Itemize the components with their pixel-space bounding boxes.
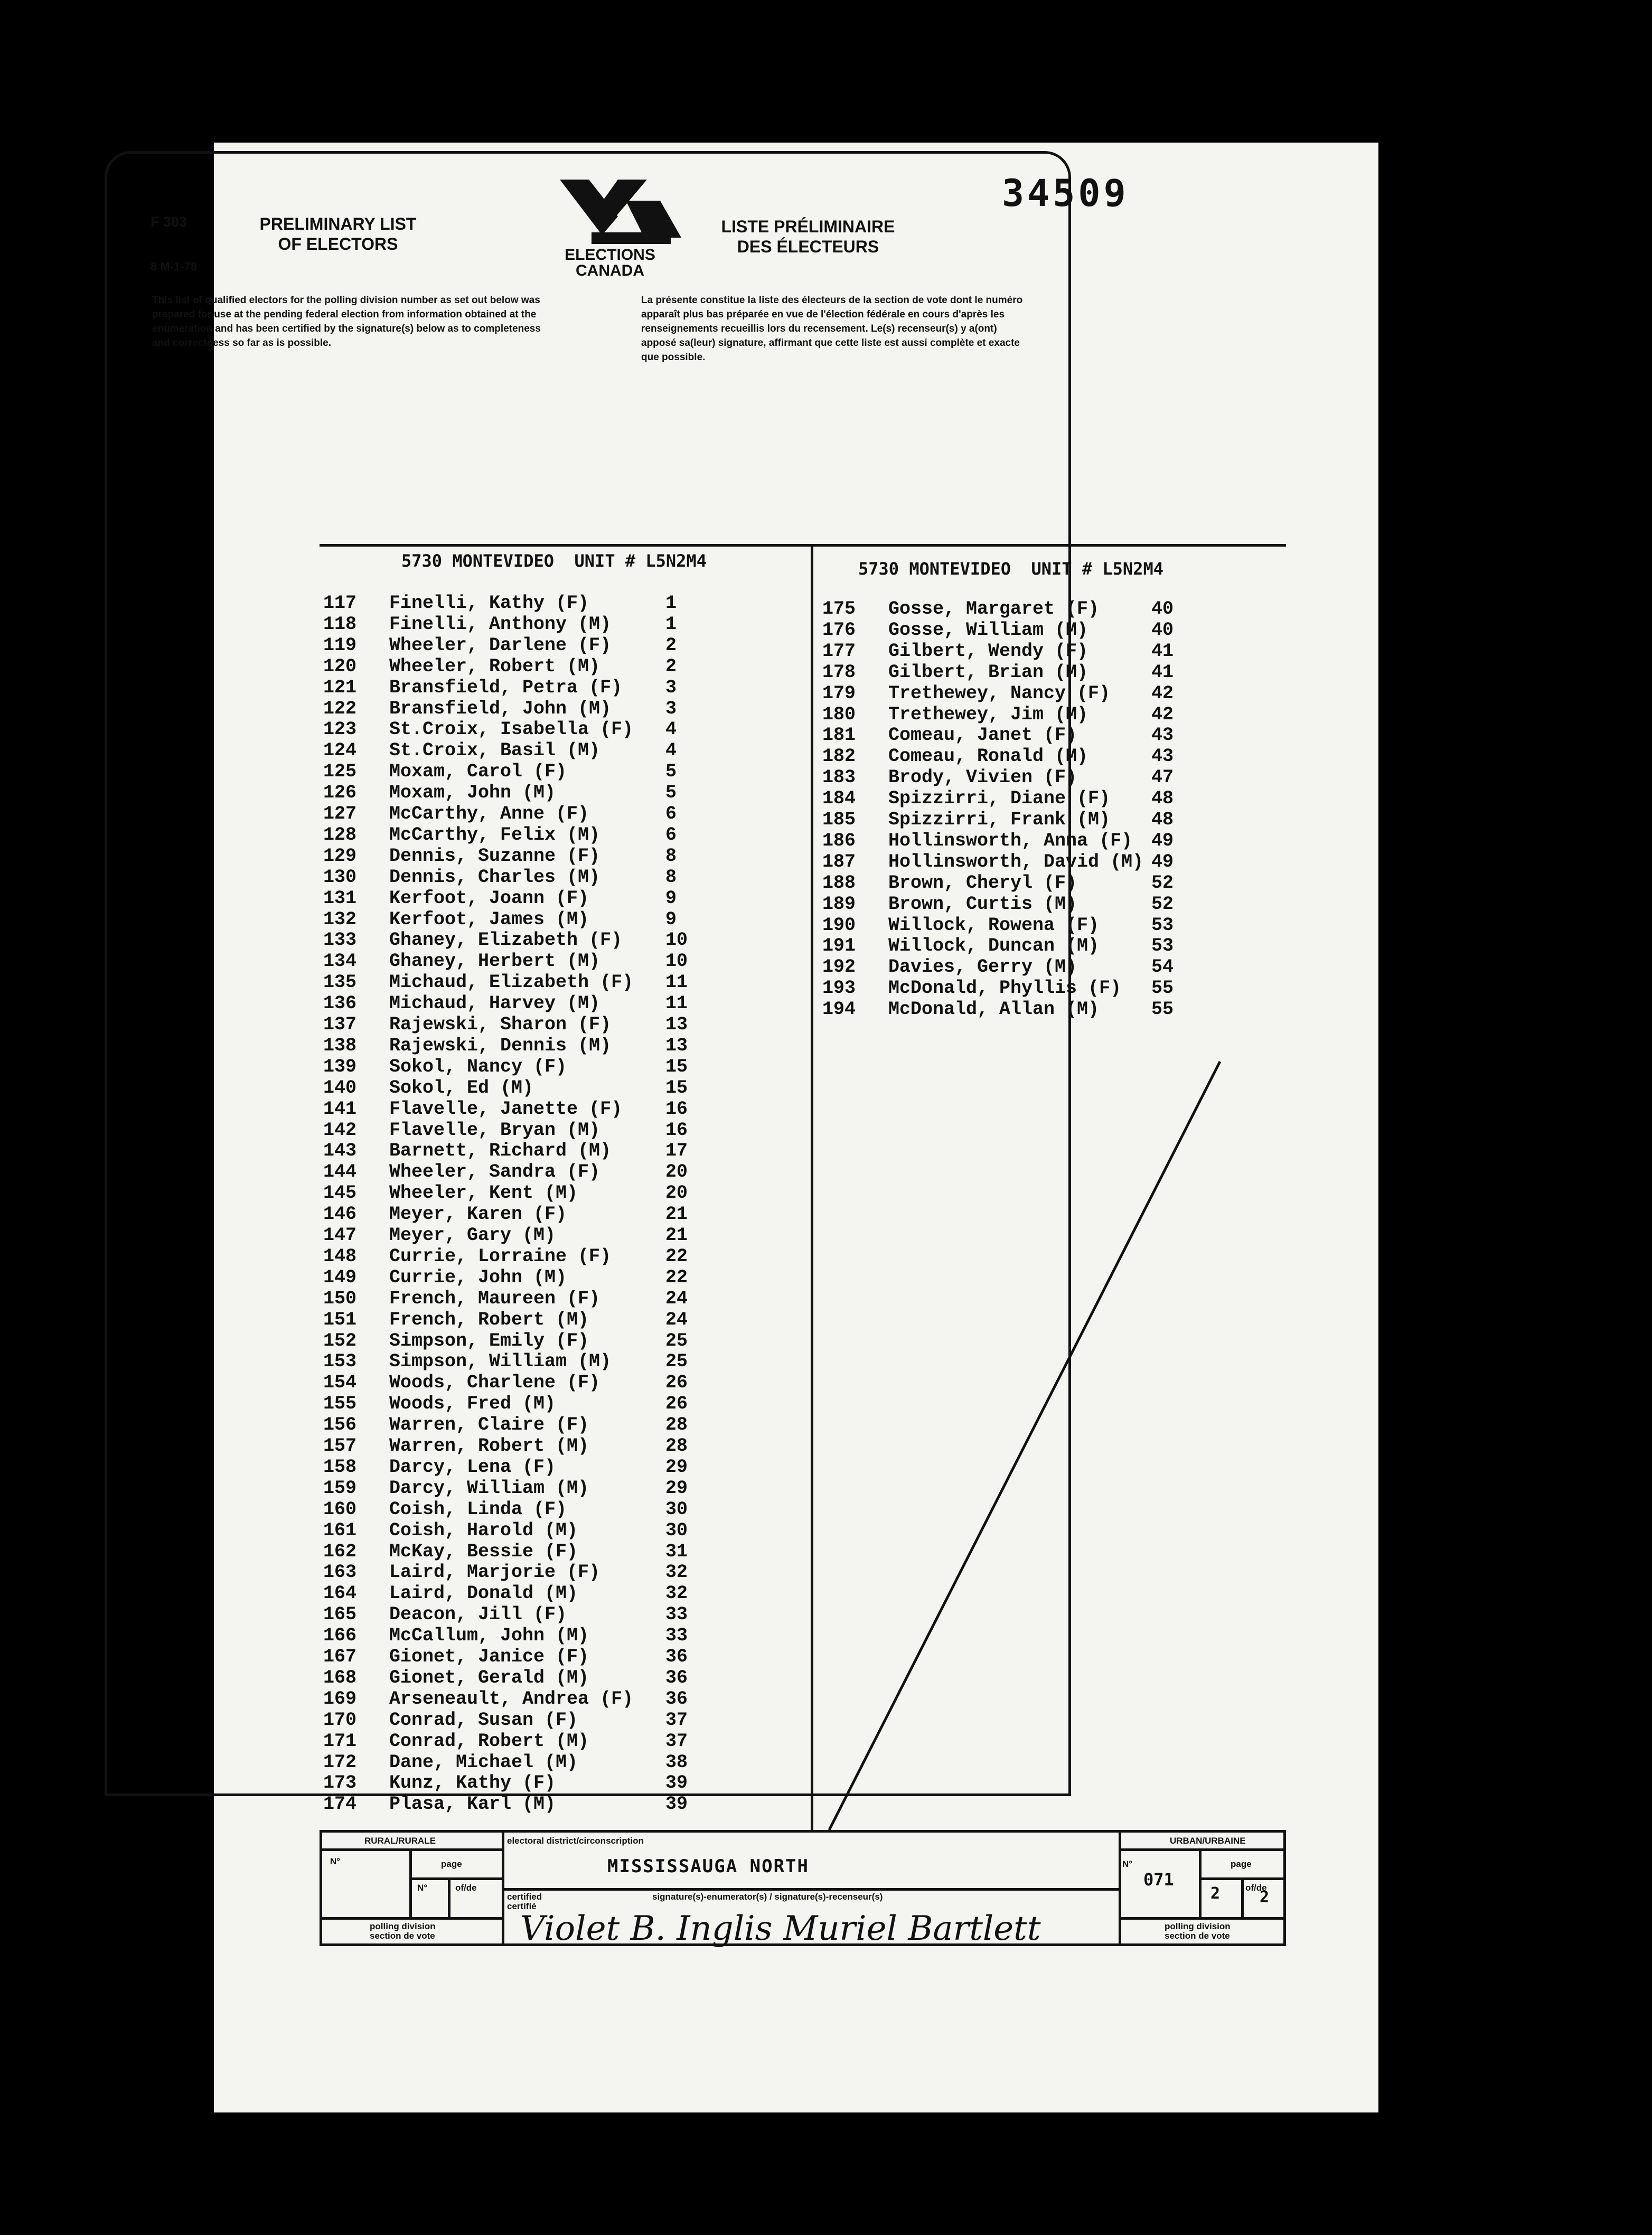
elector-number: 174 bbox=[323, 1793, 357, 1815]
elector-name: Conrad, Susan (F) bbox=[389, 1709, 578, 1731]
elector-household: 11 bbox=[665, 972, 688, 993]
elector-household: 49 bbox=[1151, 851, 1174, 872]
elector-name: Coish, Linda (F) bbox=[389, 1498, 567, 1520]
elector-household: 29 bbox=[665, 1477, 688, 1499]
elector-number: 147 bbox=[323, 1225, 357, 1246]
elector-name: Davies, Gerry (M) bbox=[888, 956, 1077, 978]
title-french: LISTE PRÉLIMINAIRE DES ÉLECTEURS bbox=[721, 217, 895, 256]
urban-number-label: N° bbox=[1122, 1859, 1133, 1869]
elector-number: 188 bbox=[822, 872, 856, 894]
elector-name: Dennis, Suzanne (F) bbox=[389, 845, 600, 867]
elector-number: 134 bbox=[323, 951, 357, 972]
elector-name: Willock, Rowena (F) bbox=[888, 914, 1100, 936]
elector-household: 26 bbox=[665, 1393, 688, 1415]
elector-household: 53 bbox=[1151, 914, 1174, 936]
rural-number-label: N° bbox=[330, 1856, 341, 1866]
elector-number: 119 bbox=[323, 634, 357, 656]
elector-number: 194 bbox=[822, 999, 856, 1020]
elector-number: 132 bbox=[323, 908, 357, 930]
svg-text:ELECTIONS: ELECTIONS bbox=[565, 246, 655, 264]
elector-household: 55 bbox=[1151, 978, 1174, 999]
elector-name: St.Croix, Basil (M) bbox=[389, 740, 600, 762]
elector-number: 117 bbox=[323, 593, 357, 614]
elector-number: 160 bbox=[323, 1498, 357, 1520]
elector-name: Finelli, Kathy (F) bbox=[389, 593, 589, 614]
elector-name: Rajewski, Sharon (F) bbox=[389, 1014, 612, 1035]
elector-name: French, Robert (M) bbox=[389, 1309, 589, 1330]
elector-number: 142 bbox=[323, 1119, 357, 1141]
elector-name: Michaud, Harvey (M) bbox=[389, 993, 600, 1015]
elector-name: Simpson, Emily (F) bbox=[389, 1330, 589, 1351]
elector-household: 33 bbox=[665, 1625, 688, 1647]
elector-number: 178 bbox=[822, 661, 856, 683]
elector-name: Spizzirri, Frank (M) bbox=[888, 809, 1111, 830]
elector-name: McKay, Bessie (F) bbox=[389, 1541, 578, 1562]
elector-household: 22 bbox=[665, 1245, 688, 1267]
elector-number: 171 bbox=[323, 1730, 357, 1752]
elector-number: 158 bbox=[323, 1456, 357, 1478]
certifie-label: certifié bbox=[507, 1901, 537, 1911]
elector-name: Warren, Robert (M) bbox=[389, 1435, 589, 1457]
elector-household: 4 bbox=[665, 740, 677, 762]
elector-number: 159 bbox=[323, 1477, 357, 1499]
page-number: 2 bbox=[1210, 1884, 1221, 1903]
elector-name: Darcy, Lena (F) bbox=[389, 1456, 556, 1478]
rural-polling-label: polling division bbox=[370, 1921, 436, 1931]
elector-number: 192 bbox=[822, 956, 856, 978]
elector-number: 183 bbox=[822, 767, 856, 788]
elector-name: Currie, John (M) bbox=[389, 1266, 567, 1288]
elector-name: Rajewski, Dennis (M) bbox=[389, 1035, 612, 1056]
elector-number: 179 bbox=[822, 682, 856, 704]
elector-number: 151 bbox=[323, 1309, 357, 1330]
urban-page-label: page bbox=[1231, 1859, 1252, 1869]
elector-number: 167 bbox=[323, 1646, 357, 1667]
elector-household: 9 bbox=[665, 887, 677, 909]
rural-page-label: page bbox=[441, 1859, 462, 1869]
elector-number: 128 bbox=[323, 824, 357, 846]
elector-number: 118 bbox=[323, 613, 357, 635]
elector-name: Laird, Marjorie (F) bbox=[389, 1562, 600, 1583]
elector-household: 21 bbox=[665, 1204, 688, 1225]
elector-number: 150 bbox=[323, 1288, 357, 1309]
elector-number: 123 bbox=[323, 719, 357, 740]
elector-household: 55 bbox=[1151, 999, 1174, 1020]
elector-name: Hollinsworth, David (M) bbox=[888, 851, 1144, 872]
elector-name: Dennis, Charles (M) bbox=[389, 866, 600, 888]
elector-name: Meyer, Gary (M) bbox=[389, 1225, 556, 1246]
elector-name: Woods, Fred (M) bbox=[389, 1393, 556, 1415]
elector-household: 16 bbox=[665, 1119, 688, 1141]
elector-number: 141 bbox=[323, 1098, 357, 1120]
elector-household: 24 bbox=[665, 1309, 688, 1330]
elector-number: 157 bbox=[323, 1435, 357, 1457]
rural-section-label: section de vote bbox=[370, 1931, 435, 1941]
elector-household: 48 bbox=[1151, 809, 1174, 830]
elector-name: Ghaney, Elizabeth (F) bbox=[389, 929, 623, 951]
elector-name: Woods, Charlene (F) bbox=[389, 1372, 600, 1394]
elector-household: 9 bbox=[665, 908, 677, 930]
elector-name: McCarthy, Anne (F) bbox=[389, 803, 589, 824]
urban-of-label: of/de bbox=[1245, 1883, 1267, 1893]
elector-number: 155 bbox=[323, 1393, 357, 1415]
elector-name: Deacon, Jill (F) bbox=[389, 1604, 567, 1626]
elector-household: 25 bbox=[665, 1351, 688, 1373]
elector-household: 1 bbox=[665, 593, 677, 614]
elector-number: 144 bbox=[323, 1161, 357, 1183]
elector-name: Meyer, Karen (F) bbox=[389, 1204, 567, 1225]
elector-name: Brown, Cheryl (F) bbox=[888, 872, 1077, 894]
elector-number: 169 bbox=[323, 1688, 357, 1710]
elector-number: 143 bbox=[323, 1140, 357, 1162]
elector-name: Hollinsworth, Anna (F) bbox=[888, 830, 1133, 851]
certified-label: certified bbox=[507, 1892, 542, 1902]
elector-number: 186 bbox=[822, 830, 856, 851]
enumerator-signatures bbox=[515, 1900, 1117, 1953]
elector-name: Sokol, Nancy (F) bbox=[389, 1056, 567, 1077]
elector-household: 52 bbox=[1151, 872, 1174, 894]
elector-number: 162 bbox=[323, 1541, 357, 1562]
elector-number: 146 bbox=[323, 1204, 357, 1225]
elector-number: 148 bbox=[323, 1245, 357, 1267]
elector-name: Kerfoot, Joann (F) bbox=[389, 887, 589, 909]
elector-household: 39 bbox=[665, 1772, 688, 1794]
elector-name: Brody, Vivien (F) bbox=[888, 767, 1077, 788]
elector-number: 120 bbox=[323, 655, 357, 677]
elector-household: 25 bbox=[665, 1330, 688, 1351]
elector-household: 20 bbox=[665, 1161, 688, 1183]
elector-number: 190 bbox=[822, 914, 856, 936]
elector-household: 31 bbox=[665, 1541, 688, 1562]
elector-name: Warren, Claire (F) bbox=[389, 1414, 589, 1436]
elector-name: Wheeler, Kent (M) bbox=[389, 1182, 578, 1204]
elector-name: Darcy, William (M) bbox=[389, 1477, 589, 1499]
elector-number: 131 bbox=[323, 887, 357, 909]
elector-number: 185 bbox=[822, 809, 856, 830]
elector-household: 8 bbox=[665, 845, 677, 867]
elector-name: McCarthy, Felix (M) bbox=[389, 824, 600, 846]
elector-household: 41 bbox=[1151, 640, 1174, 662]
elector-household: 3 bbox=[665, 677, 677, 698]
elector-household: 15 bbox=[665, 1077, 688, 1098]
elector-name: Moxam, John (M) bbox=[389, 782, 556, 804]
svg-text:Violet B. Inglis Muriel Bart: Violet B. Inglis Muriel Bartlett bbox=[520, 1909, 1041, 1948]
urban-section-label: section de vote bbox=[1165, 1931, 1230, 1941]
signature-label: signature(s)-enumerator(s) / signature(s)-recenseur(s) bbox=[652, 1892, 883, 1902]
elector-number: 127 bbox=[323, 803, 357, 824]
elector-household: 22 bbox=[665, 1266, 688, 1288]
elector-name: Comeau, Janet (F) bbox=[888, 725, 1077, 746]
left-column-header: 5730 MONTEVIDEO UNIT # L5N2M4 bbox=[401, 551, 707, 571]
elector-name: French, Maureen (F) bbox=[389, 1288, 600, 1309]
elector-number: 153 bbox=[323, 1351, 357, 1373]
elector-name: Gionet, Janice (F) bbox=[389, 1646, 589, 1667]
elector-household: 24 bbox=[665, 1288, 688, 1309]
elector-household: 32 bbox=[665, 1583, 688, 1604]
elector-household: 2 bbox=[665, 655, 677, 677]
elector-name: Currie, Lorraine (F) bbox=[389, 1245, 612, 1267]
elector-number: 189 bbox=[822, 893, 856, 915]
elector-number: 170 bbox=[323, 1709, 357, 1731]
elector-number: 161 bbox=[323, 1519, 357, 1541]
elector-name: Bransfield, Petra (F) bbox=[389, 677, 623, 698]
elector-number: 175 bbox=[822, 598, 856, 619]
elector-number: 129 bbox=[323, 845, 357, 867]
elector-name: Barnett, Richard (M) bbox=[389, 1140, 612, 1162]
elector-household: 54 bbox=[1151, 956, 1174, 978]
elector-number: 122 bbox=[323, 698, 357, 719]
elector-household: 28 bbox=[665, 1414, 688, 1436]
footer-top-border bbox=[320, 1830, 1286, 1833]
elector-number: 121 bbox=[323, 677, 357, 698]
intro-text-english: This list of qualified electors for the polling division number as set out below was prepared for use at the pending federal election from information obtained at the enumeration and has been certified by the signature(s) below as to completeness and correctness so far as is possible. bbox=[152, 295, 541, 349]
rural-label: RURAL/RURALE bbox=[364, 1836, 436, 1846]
elector-name: Coish, Harold (M) bbox=[389, 1519, 578, 1541]
elector-number: 187 bbox=[822, 851, 856, 872]
urban-polling-label: polling division bbox=[1165, 1921, 1231, 1931]
urban-number: 071 bbox=[1143, 1870, 1174, 1890]
elector-name: Trethewey, Jim (M) bbox=[888, 703, 1088, 725]
elector-household: 6 bbox=[665, 824, 677, 846]
elector-name: Bransfield, John (M) bbox=[389, 698, 612, 719]
elector-household: 8 bbox=[665, 866, 677, 888]
elector-name: Sokol, Ed (M) bbox=[389, 1077, 534, 1098]
elector-name: Wheeler, Robert (M) bbox=[389, 655, 600, 677]
elector-number: 139 bbox=[323, 1056, 357, 1077]
elector-household: 43 bbox=[1151, 746, 1174, 767]
elector-number: 166 bbox=[323, 1625, 357, 1647]
elector-name: Ghaney, Herbert (M) bbox=[389, 951, 600, 972]
district-label: electoral district/circonscription bbox=[507, 1836, 644, 1846]
elector-household: 3 bbox=[665, 698, 677, 719]
elector-name: Moxam, Carol (F) bbox=[389, 761, 567, 783]
elector-name: Flavelle, Janette (F) bbox=[389, 1098, 623, 1120]
elector-number: 124 bbox=[323, 740, 357, 762]
elector-name: Flavelle, Bryan (M) bbox=[389, 1119, 600, 1141]
elector-household: 30 bbox=[665, 1498, 688, 1520]
elector-number: 156 bbox=[323, 1414, 357, 1436]
elector-household: 37 bbox=[665, 1730, 688, 1752]
elector-name: Wheeler, Darlene (F) bbox=[389, 634, 612, 656]
elector-household: 4 bbox=[665, 719, 677, 740]
elector-name: McDonald, Allan (M) bbox=[888, 999, 1100, 1020]
title-english: PRELIMINARY LIST OF ELECTORS bbox=[259, 214, 417, 253]
elector-household: 43 bbox=[1151, 725, 1174, 746]
elector-household: 42 bbox=[1151, 703, 1174, 725]
urban-label: URBAN/URBAINE bbox=[1170, 1836, 1246, 1846]
elector-number: 177 bbox=[822, 640, 856, 662]
elector-household: 40 bbox=[1151, 598, 1174, 619]
elector-number: 135 bbox=[323, 972, 357, 993]
elector-household: 33 bbox=[665, 1604, 688, 1626]
elector-number: 180 bbox=[822, 703, 856, 725]
elector-household: 48 bbox=[1151, 788, 1174, 810]
elector-household: 29 bbox=[665, 1456, 688, 1478]
elector-household: 52 bbox=[1151, 893, 1174, 915]
intro-text-french: La présente constitue la liste des électeurs de la section de vote dont le numéro apparaît plus bas préparée en vue de l'élection fédérale en cours d'après les renseignements recueillis lors du recensement. Le(s) recenseur(s) y a(ont) apposé sa(leur) signature, affirmant que cette liste est aussi complète et exacte que possible. bbox=[641, 295, 1023, 363]
rural-of-label: of/de bbox=[455, 1883, 477, 1893]
elector-name: Gosse, Margaret (F) bbox=[888, 598, 1100, 619]
elector-name: Gosse, William (M) bbox=[888, 619, 1088, 641]
elector-household: 5 bbox=[665, 782, 677, 804]
form-number: F 303 bbox=[151, 214, 187, 230]
elector-number: 165 bbox=[323, 1604, 357, 1626]
elector-household: 36 bbox=[665, 1646, 688, 1667]
elector-number: 133 bbox=[323, 929, 357, 951]
elector-number: 130 bbox=[323, 866, 357, 888]
elector-name: Gionet, Gerald (M) bbox=[389, 1667, 589, 1688]
serial-number: 34509 bbox=[1002, 172, 1129, 215]
elector-number: 184 bbox=[822, 788, 856, 810]
elector-household: 40 bbox=[1151, 619, 1174, 641]
elector-household: 2 bbox=[665, 634, 677, 656]
elector-name: Dane, Michael (M) bbox=[389, 1751, 578, 1773]
elector-household: 17 bbox=[665, 1140, 688, 1162]
elector-number: 181 bbox=[822, 725, 856, 746]
elector-name: Arseneault, Andrea (F) bbox=[389, 1688, 634, 1710]
elector-name: Spizzirri, Diane (F) bbox=[888, 788, 1111, 810]
elector-number: 191 bbox=[822, 935, 856, 957]
elector-number: 136 bbox=[323, 993, 357, 1015]
elector-household: 16 bbox=[665, 1098, 688, 1120]
elector-household: 30 bbox=[665, 1519, 688, 1541]
svg-text:CANADA: CANADA bbox=[576, 262, 644, 279]
elector-number: 138 bbox=[323, 1035, 357, 1056]
elector-number: 193 bbox=[822, 978, 856, 999]
elector-name: Brown, Curtis (M) bbox=[888, 893, 1077, 915]
elector-name: Michaud, Elizabeth (F) bbox=[389, 972, 634, 993]
elector-name: Comeau, Ronald (M) bbox=[888, 746, 1088, 767]
elector-number: 126 bbox=[323, 782, 357, 804]
elector-household: 10 bbox=[665, 929, 688, 951]
elector-household: 37 bbox=[665, 1709, 688, 1731]
elector-name: McCallum, John (M) bbox=[389, 1625, 589, 1647]
elector-household: 36 bbox=[665, 1667, 688, 1688]
elector-number: 168 bbox=[323, 1667, 357, 1688]
elector-name: Conrad, Robert (M) bbox=[389, 1730, 589, 1752]
elector-household: 39 bbox=[665, 1793, 688, 1815]
elector-number: 145 bbox=[323, 1182, 357, 1204]
elector-number: 154 bbox=[323, 1372, 357, 1394]
elector-household: 26 bbox=[665, 1372, 688, 1394]
elector-number: 164 bbox=[323, 1583, 357, 1604]
elector-name: St.Croix, Isabella (F) bbox=[389, 719, 634, 740]
elector-name: Simpson, William (M) bbox=[389, 1351, 612, 1373]
elector-name: Trethewey, Nancy (F) bbox=[888, 682, 1111, 704]
elector-household: 10 bbox=[665, 951, 688, 972]
elector-household: 6 bbox=[665, 803, 677, 824]
elector-household: 42 bbox=[1151, 682, 1174, 704]
elector-name: Willock, Duncan (M) bbox=[888, 935, 1100, 957]
elector-number: 176 bbox=[822, 619, 856, 641]
elector-household: 21 bbox=[665, 1225, 688, 1246]
elector-number: 149 bbox=[323, 1266, 357, 1288]
elector-household: 38 bbox=[665, 1751, 688, 1773]
elector-number: 172 bbox=[323, 1751, 357, 1773]
elector-name: Wheeler, Sandra (F) bbox=[389, 1161, 600, 1183]
elector-household: 53 bbox=[1151, 935, 1174, 957]
elector-number: 137 bbox=[323, 1014, 357, 1035]
elector-household: 47 bbox=[1151, 767, 1174, 788]
elector-name: Kunz, Kathy (F) bbox=[389, 1772, 556, 1794]
elector-household: 1 bbox=[665, 613, 677, 635]
elector-number: 173 bbox=[323, 1772, 357, 1794]
rural-no-label: N° bbox=[417, 1883, 428, 1893]
elector-name: Gilbert, Brian (M) bbox=[888, 661, 1088, 683]
elector-household: 20 bbox=[665, 1182, 688, 1204]
district-name: MISSISSAUGA NORTH bbox=[607, 1856, 809, 1877]
elector-name: Plasa, Karl (M) bbox=[389, 1793, 556, 1815]
elector-household: 13 bbox=[665, 1014, 688, 1035]
elector-number: 182 bbox=[822, 746, 856, 767]
elector-household: 41 bbox=[1151, 661, 1174, 683]
elector-number: 125 bbox=[323, 761, 357, 783]
elector-name: Kerfoot, James (M) bbox=[389, 908, 589, 930]
elector-household: 15 bbox=[665, 1056, 688, 1077]
elector-number: 163 bbox=[323, 1562, 357, 1583]
right-column-header: 5730 MONTEVIDEO UNIT # L5N2M4 bbox=[858, 559, 1163, 579]
elector-household: 36 bbox=[665, 1688, 688, 1710]
elector-number: 140 bbox=[323, 1077, 357, 1098]
elector-name: McDonald, Phyllis (F) bbox=[888, 978, 1122, 999]
elector-household: 13 bbox=[665, 1035, 688, 1056]
elector-household: 32 bbox=[665, 1562, 688, 1583]
elector-household: 11 bbox=[665, 993, 688, 1015]
form-date: 8 M-1-78 bbox=[151, 260, 198, 273]
elector-number: 152 bbox=[323, 1330, 357, 1351]
elector-name: Finelli, Anthony (M) bbox=[389, 613, 612, 635]
elector-name: Gilbert, Wendy (F) bbox=[888, 640, 1088, 662]
page-total: 2 bbox=[1260, 1888, 1270, 1907]
elector-name: Laird, Donald (M) bbox=[389, 1583, 578, 1604]
elector-household: 28 bbox=[665, 1435, 688, 1457]
elector-household: 49 bbox=[1151, 830, 1174, 851]
elector-household: 5 bbox=[665, 761, 677, 783]
